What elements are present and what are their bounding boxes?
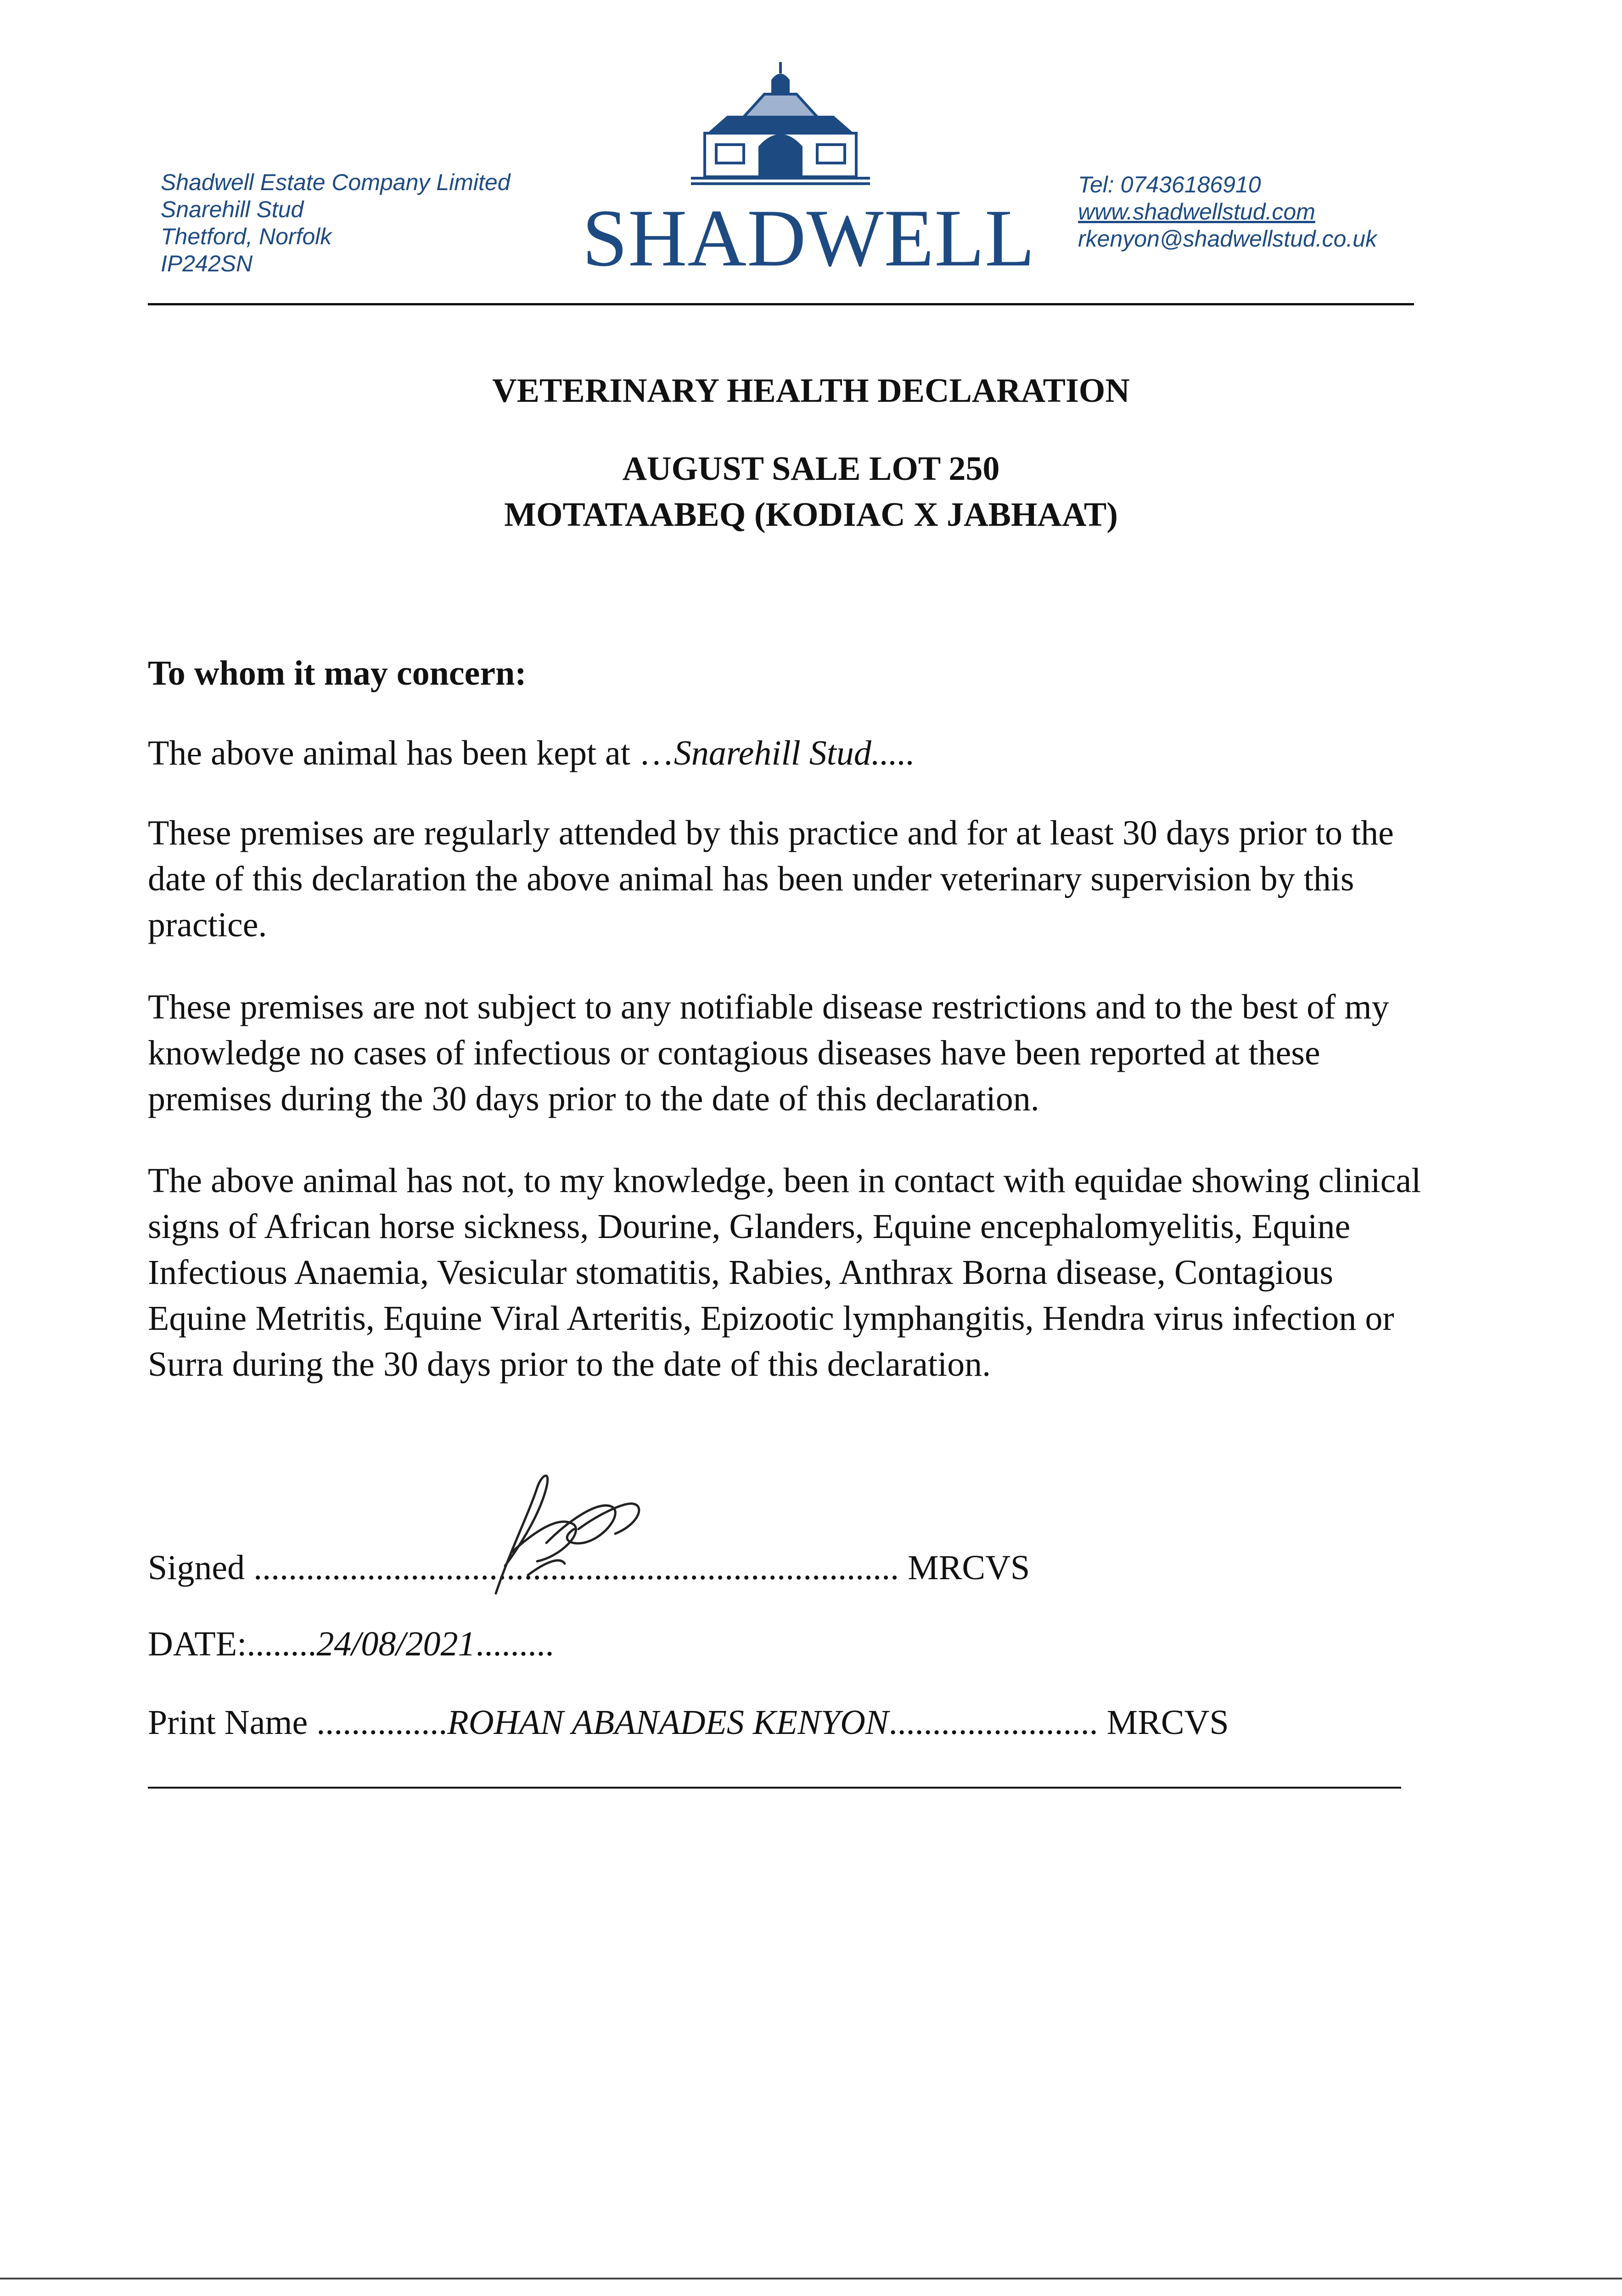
website-link[interactable]: www.shadwellstud.com — [1078, 199, 1315, 225]
contact-details — [1078, 171, 1377, 253]
gatehouse-emblem-icon — [691, 60, 870, 186]
print-lead-dots: ............... — [316, 1703, 448, 1742]
signed-label: Signed — [148, 1548, 245, 1587]
print-name-suffix: MRCVS — [1106, 1703, 1229, 1742]
date-lead-dots: ........ — [247, 1625, 317, 1663]
shadwell-logo — [582, 60, 1035, 283]
paragraph-disease-restrictions: These premises are not subject to any notifiable disease restrictions and to the best of my knowledge no cases of infectious or contagious diseases have been reported at these premises during the 30 days prior to the date of this declaration. — [148, 988, 1389, 1118]
stud-name: Snarehill Stud — [161, 197, 304, 222]
paragraph-contact-declaration: The above animal has not, to my knowledge, been in contact with equidae showing clinical signs of African horse sickness, Dourine, Glanders, Equine encephalomyelitis, Equine Infectious Anaemia, Vesicular stomatitis, Rabies, Anthrax Borna disease, Contagious Equine Metritis, Equine Viral Arteritis, Epizootic lymphangitis, Hendra virus infection or Surra during the 30 days prior to the date of this declaration. — [148, 1161, 1421, 1384]
kept-at-line — [148, 732, 915, 774]
telephone: Tel: 07436186910 — [1078, 172, 1261, 197]
sale-lot-title: AUGUST SALE LOT 250 — [622, 450, 1000, 488]
town: Thetford, Norfolk — [161, 224, 332, 249]
email-address: rkenyon@shadwellstud.co.uk — [1078, 226, 1377, 252]
page-bottom-edge — [0, 2278, 1622, 2279]
document-title: VETERINARY HEALTH DECLARATION — [492, 372, 1130, 410]
signed-suffix: MRCVS — [908, 1548, 1030, 1587]
signed-dots: .......................................................................... — [253, 1548, 899, 1587]
print-name-value: ROHAN ABANADES KENYON — [447, 1703, 889, 1742]
company-address — [161, 169, 511, 277]
kept-at-suffix: ..... — [871, 734, 915, 772]
paragraph-supervision: These premises are regularly attended by this practice and for at least 30 days prior to the date of this declaration the above animal has been under veterinary supervision by this practice. — [148, 814, 1394, 944]
horse-name-title: MOTATAABEQ (KODIAC X JABHAAT) — [504, 496, 1118, 534]
salutation: To whom it may concern: — [148, 654, 527, 692]
date-line — [148, 1623, 554, 1665]
handwritten-signature — [468, 1460, 652, 1603]
kept-at-place: Snarehill Stud — [673, 734, 871, 772]
date-label: DATE: — [148, 1625, 247, 1663]
print-trail-dots: ........................ — [888, 1703, 1098, 1742]
print-name-label: Print Name — [148, 1703, 308, 1742]
header-divider — [148, 303, 1414, 305]
logo-wordmark: SHADWELL — [582, 192, 1035, 283]
print-name-line — [148, 1701, 1229, 1744]
signature-divider — [148, 1787, 1401, 1789]
date-value: 24/08/2021 — [316, 1625, 476, 1663]
company-name: Shadwell Estate Company Limited — [161, 169, 511, 195]
date-trail-dots: ......... — [475, 1625, 554, 1663]
kept-at-prefix: The above animal has been kept at … — [148, 734, 674, 772]
postcode: IP242SN — [161, 251, 253, 276]
